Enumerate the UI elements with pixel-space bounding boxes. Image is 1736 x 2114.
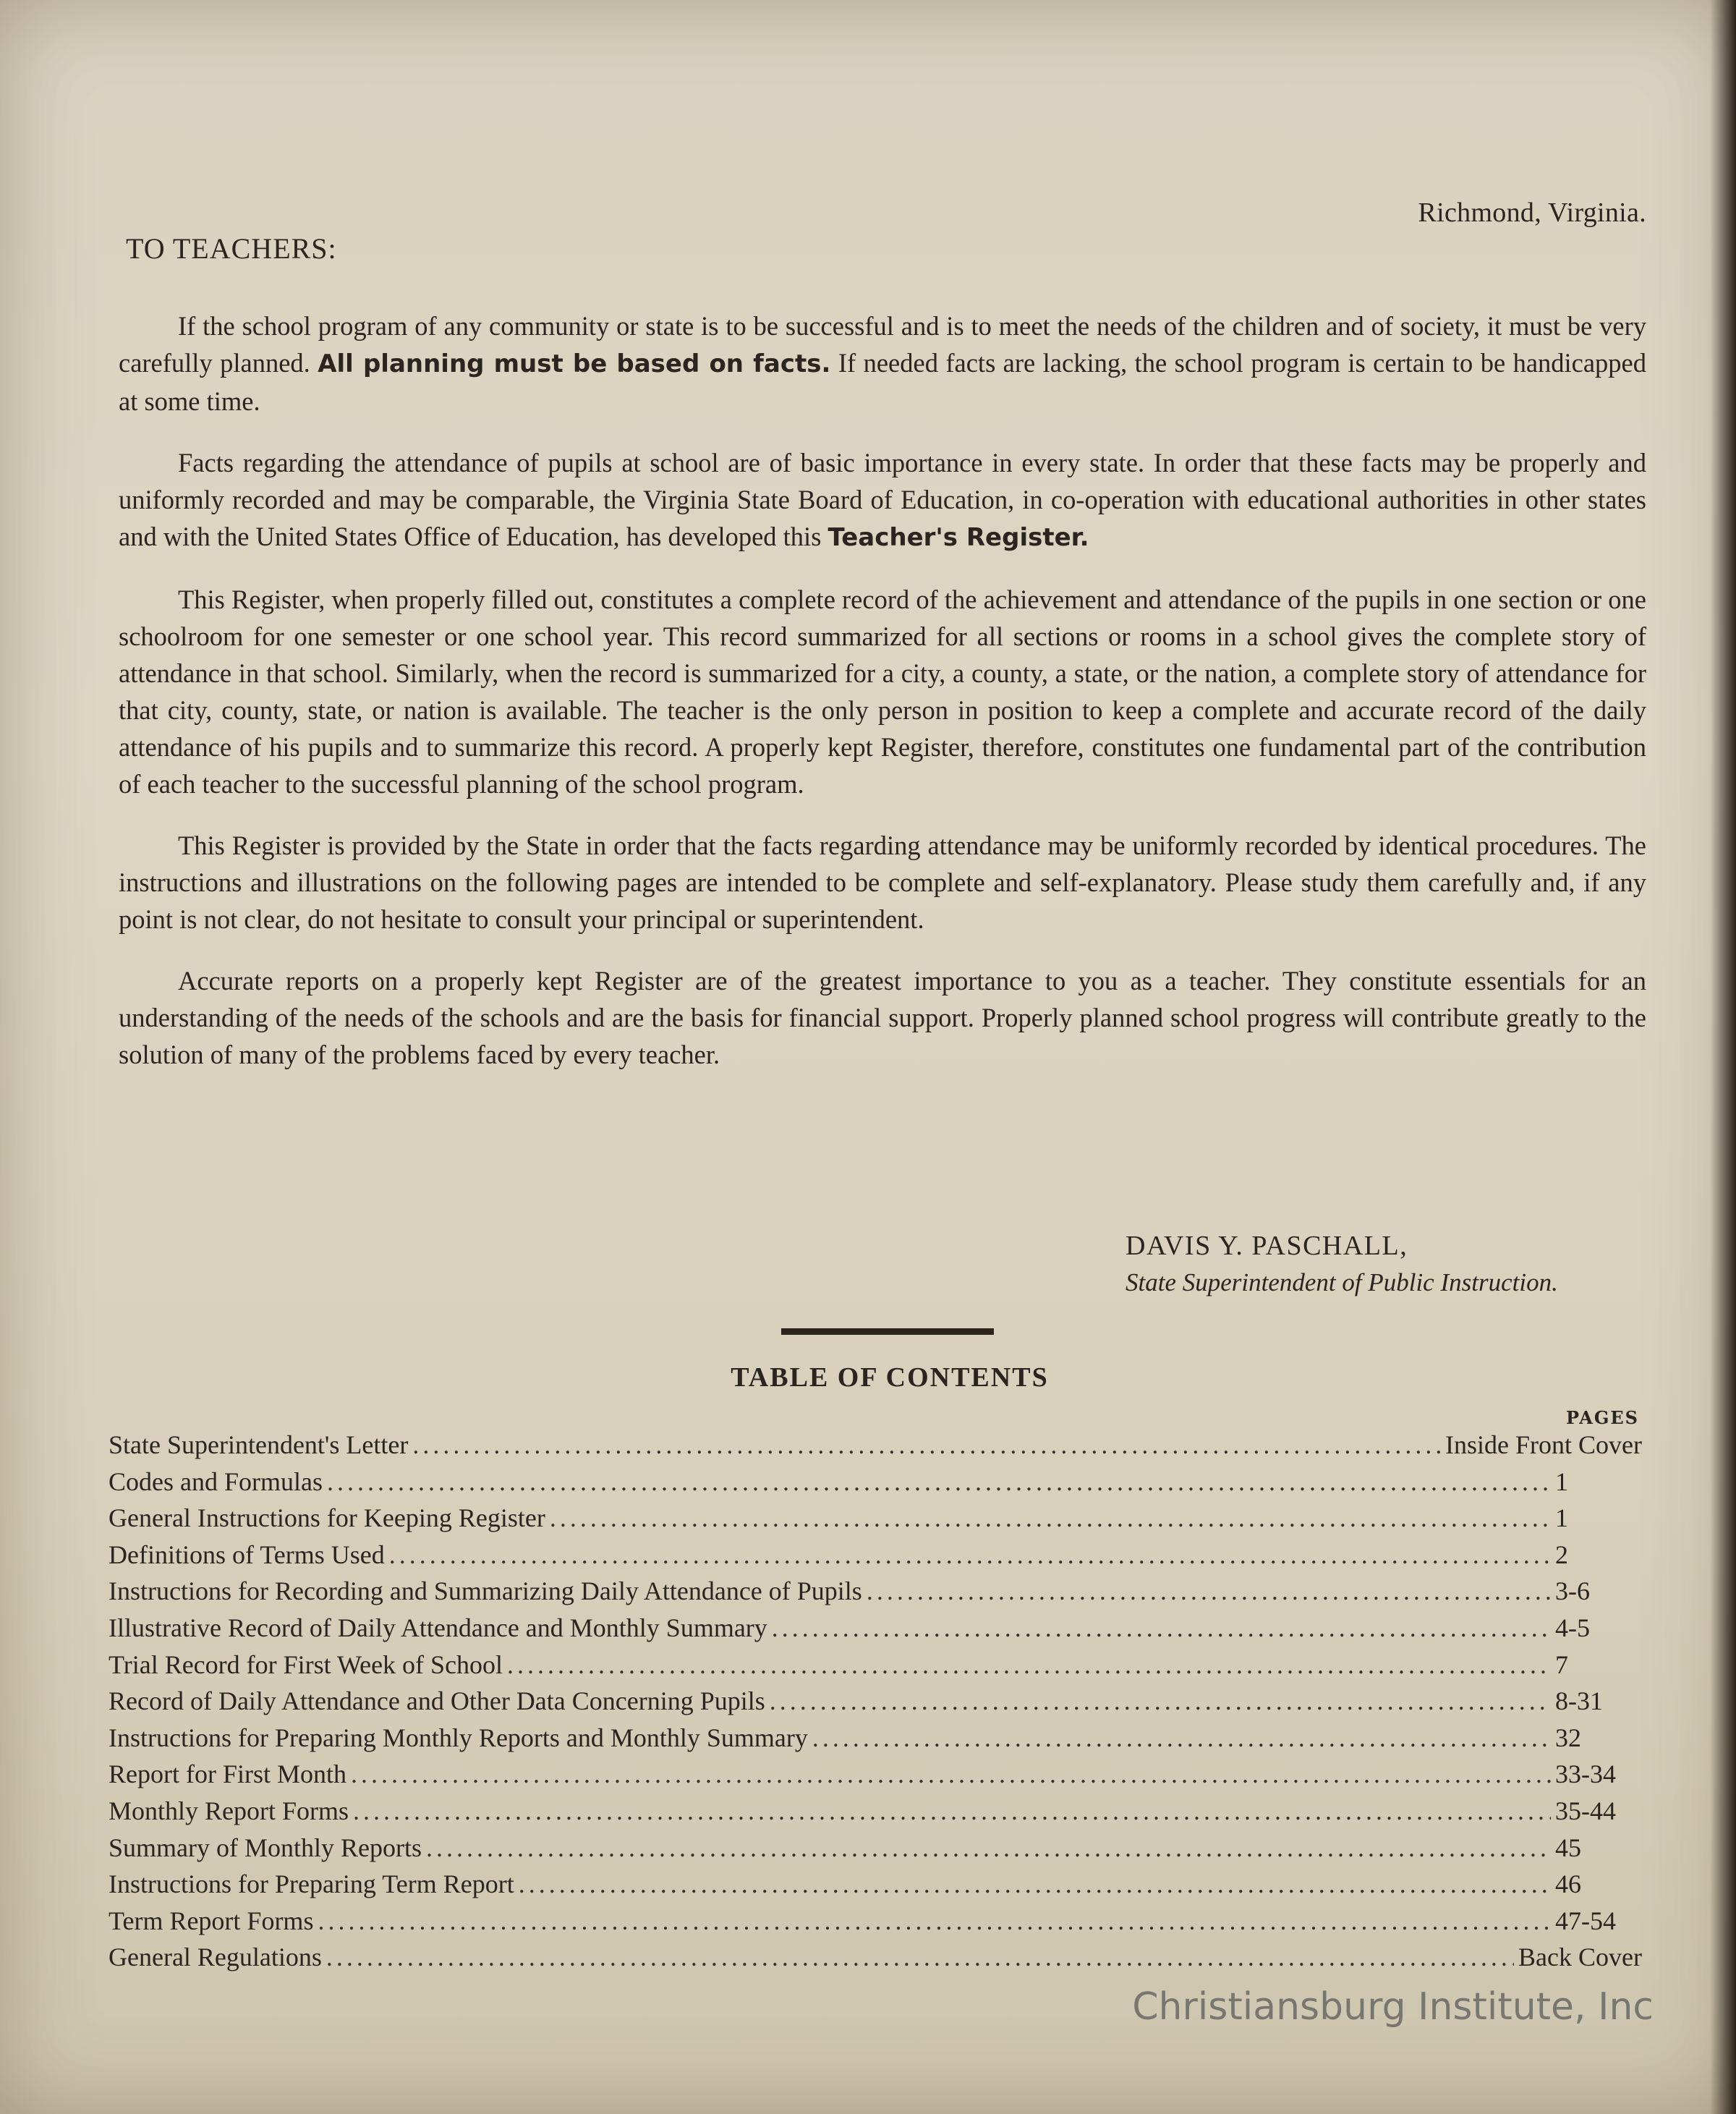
- toc-entry-title: Instructions for Preparing Monthly Reports and Monthly Summary: [109, 1723, 808, 1752]
- toc-leader: [327, 1466, 1551, 1497]
- toc-entry-pages: 2: [1555, 1540, 1568, 1569]
- toc-entry-pages: 33-34: [1555, 1759, 1616, 1789]
- toc-entry: [109, 1906, 1642, 1943]
- letter-paragraph-2: [119, 444, 1646, 556]
- toc-entry-pages: 45: [1555, 1833, 1581, 1862]
- toc-entry-pages: Back Cover: [1518, 1943, 1642, 1972]
- toc-entry-title: State Superintendent's Letter: [109, 1430, 409, 1459]
- toc-entry-pages: 8-31: [1555, 1686, 1603, 1716]
- toc-leader: [770, 1686, 1551, 1716]
- toc-entry-title: Monthly Report Forms: [109, 1796, 349, 1825]
- toc-entry-title: Record of Daily Attendance and Other Data Concerning Pupils: [109, 1686, 765, 1716]
- toc-leader: [550, 1503, 1551, 1533]
- toc-title: TABLE OF CONTENTS: [731, 1362, 1049, 1393]
- p2-text-a: Facts regarding the attendance of pupils at school are of basic importance in every state. In order that these facts may be properly and uniformly recorded and may be comparable, the Virginia State Board of Education, in co-operation with educational authorities in other states and with the United States Office of Education, has developed this: [119, 448, 1646, 551]
- toc-entry-title: Illustrative Record of Daily Attendance and Monthly Summary: [109, 1613, 767, 1642]
- p2-bold-text: Teacher's Register.: [827, 523, 1089, 552]
- toc-entry: [109, 1686, 1642, 1723]
- toc-entry: [109, 1613, 1642, 1650]
- letter-salutation: TO TEACHERS:: [126, 232, 337, 265]
- toc-entry-title: General Instructions for Keeping Register: [109, 1503, 545, 1533]
- toc-entry-pages: 1: [1555, 1503, 1568, 1533]
- toc-entry-title: Instructions for Recording and Summarizing Daily Attendance of Pupils: [109, 1576, 862, 1606]
- p1-bold-text: All planning must be based on facts.: [318, 349, 831, 378]
- section-divider: [781, 1328, 994, 1335]
- toc-entry: [109, 1759, 1642, 1796]
- letter-location: Richmond, Virginia.: [1418, 198, 1646, 228]
- signature-block: [1126, 1227, 1558, 1301]
- toc-entry-title: Term Report Forms: [109, 1906, 314, 1935]
- toc-entry-title: Codes and Formulas: [109, 1466, 323, 1496]
- table-of-contents: [109, 1430, 1642, 1979]
- toc-entry: [109, 1796, 1642, 1833]
- toc-leader: [426, 1833, 1551, 1863]
- toc-entry-pages: 1: [1555, 1466, 1568, 1496]
- toc-leader: [519, 1869, 1551, 1899]
- toc-leader: [326, 1942, 1514, 1972]
- toc-entry-title: Summary of Monthly Reports: [109, 1833, 422, 1862]
- toc-entry: [109, 1576, 1642, 1613]
- toc-entry: [109, 1430, 1642, 1466]
- signer-name: DAVIS Y. PASCHALL,: [1126, 1231, 1408, 1261]
- toc-pages-heading: PAGES: [1565, 1407, 1639, 1428]
- toc-entry-title: Definitions of Terms Used: [109, 1540, 385, 1569]
- toc-entry: [109, 1466, 1642, 1503]
- letter-paragraph-5: Accurate reports on a properly kept Register are of the greatest importance to you as a teacher. They constitute essentials for an understanding of the needs of the schools and are the basis for financial support. Properly planned school progress will contribute greatly to the solution of many of the problems faced by every teacher.: [119, 966, 1646, 1069]
- letter-body: [119, 307, 1646, 1098]
- archive-watermark: Christiansburg Institute, Inc: [1132, 1985, 1654, 2029]
- toc-entry-title: Trial Record for First Week of School: [109, 1650, 503, 1679]
- toc-entry: [109, 1503, 1642, 1540]
- letter-paragraph-3: This Register, when properly filled out, constitutes a complete record of the achievement and attendance of the pupils in one section or one schoolroom for one semester or one school year. This record summarized for all sections or rooms in a school gives the complete story of attendance in that school. Similarly, when the record is summarized for a city, a county, a state, or the nation, a complete story of attendance for that city, county, state, or nation is available. The teacher is the only person in position to keep a complete and accurate record of the daily attendance of his pupils and to summarize this record. A properly kept Register, therefore, constitutes one fundamental part of the contribution of each teacher to the successful planning of the school program.: [119, 585, 1646, 799]
- toc-leader: [412, 1430, 1441, 1460]
- toc-leader: [867, 1576, 1551, 1606]
- toc-entry-pages: 46: [1555, 1869, 1581, 1899]
- toc-entry-pages: 3-6: [1555, 1576, 1590, 1606]
- toc-entry: [109, 1723, 1642, 1759]
- toc-entry-pages: 32: [1555, 1723, 1581, 1752]
- toc-leader: [812, 1723, 1551, 1753]
- toc-entry: [109, 1833, 1642, 1869]
- toc-entry-title: Report for First Month: [109, 1759, 346, 1789]
- toc-leader: [318, 1906, 1551, 1936]
- toc-entry-pages: 47-54: [1555, 1906, 1616, 1935]
- toc-entry-pages: 4-5: [1555, 1613, 1590, 1642]
- toc-leader: [507, 1650, 1551, 1680]
- toc-entry-pages: 35-44: [1555, 1796, 1616, 1825]
- toc-entry-pages: 7: [1555, 1650, 1568, 1679]
- toc-leader: [353, 1796, 1551, 1826]
- toc-leader: [351, 1759, 1551, 1789]
- toc-leader: [389, 1540, 1551, 1570]
- toc-entry: [109, 1540, 1642, 1576]
- signer-title: State Superintendent of Public Instruction.: [1126, 1268, 1558, 1296]
- toc-entry-title: Instructions for Preparing Term Report: [109, 1869, 514, 1899]
- toc-leader: [772, 1613, 1551, 1643]
- toc-entry: [109, 1650, 1642, 1686]
- letter-paragraph-1: [119, 307, 1646, 420]
- page-edge-shadow: [1710, 0, 1736, 2114]
- toc-entry-pages: Inside Front Cover: [1445, 1430, 1642, 1459]
- toc-entry: [109, 1942, 1642, 1979]
- letter-paragraph-4: This Register is provided by the State in order that the facts regarding attendance may be uniformly recorded by identical procedures. The instructions and illustrations on the following pages are intended to be complete and self-explanatory. Please study them carefully and, if any point is not clear, do not hesitate to consult your principal or superintendent.: [119, 831, 1646, 934]
- p1-text-c: If needed facts are lacking, the school program is certain to be handicapped at some time.: [119, 348, 1647, 416]
- toc-entry-title: General Regulations: [109, 1943, 322, 1972]
- p1-text-a: If the school program of any community or state is to be successful and is to meet the needs of the children and of society, it must be very carefully planned.: [119, 311, 1646, 378]
- toc-entry: [109, 1869, 1642, 1906]
